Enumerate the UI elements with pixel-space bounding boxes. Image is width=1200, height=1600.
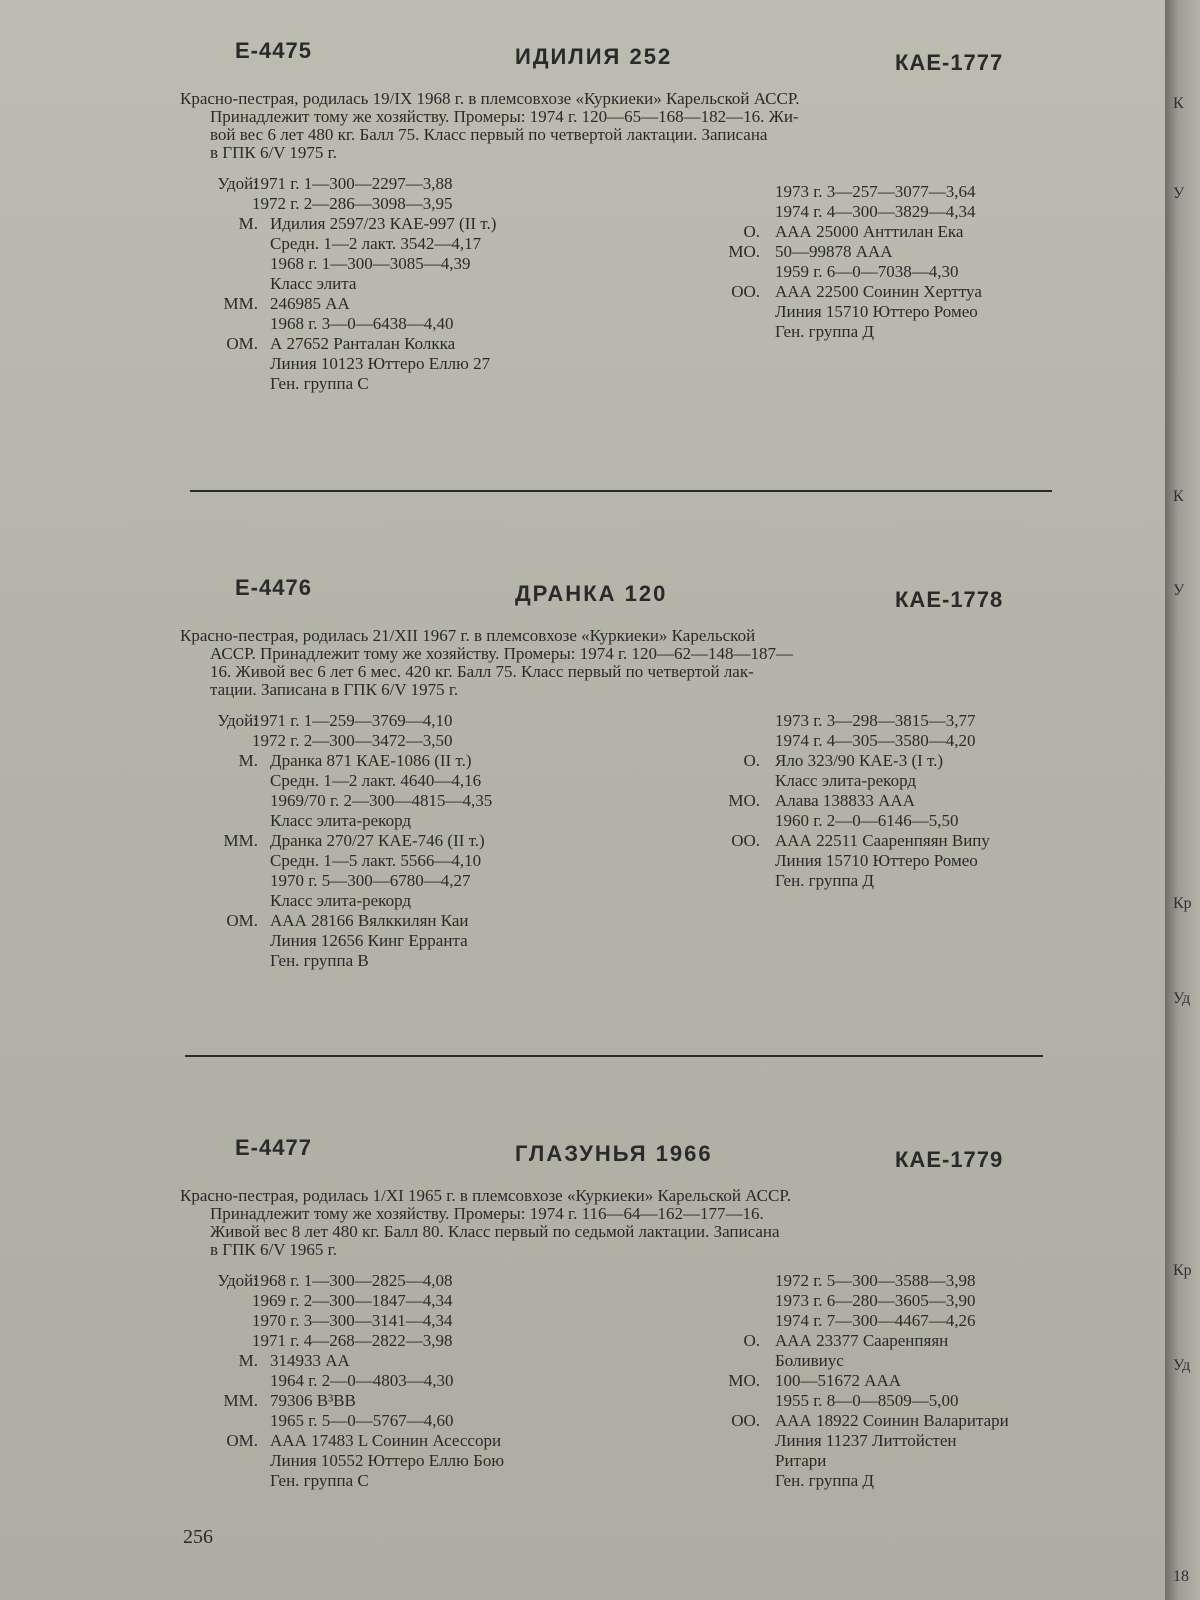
row-label: ОО.: [731, 831, 760, 850]
pedigree-row: [180, 1331, 660, 1351]
pedigree-row: [720, 282, 1120, 302]
description-line: в ГПК 6/V 1975 г.: [210, 143, 337, 162]
pedigree-row: [180, 314, 660, 334]
gutter-text: Кр: [1173, 895, 1192, 912]
row-text: 79306 В³ВВ: [270, 1391, 356, 1410]
cow-name: ГЛАЗУНЬЯ 1966: [515, 1141, 713, 1166]
row-text: 1969/70 г. 2—300—4815—4,35: [270, 791, 493, 810]
row-text: Линия 10552 Юттеро Еллю Бою: [270, 1451, 505, 1470]
pedigree-row: [720, 1431, 1120, 1451]
row-label: М.: [238, 1351, 258, 1370]
row-text: 1973 г. 3—257—3077—3,64: [775, 182, 976, 201]
row-text: 1959 г. 6—0—7038—4,30: [775, 262, 959, 281]
row-label: ОМ.: [226, 911, 258, 930]
left-column: [180, 1271, 660, 1491]
entry-description: [180, 1187, 1052, 1259]
pedigree-columns: [180, 711, 1060, 981]
entry-description: [180, 627, 1052, 699]
entry-header: [180, 1135, 1060, 1175]
gutter-text: 18: [1173, 1568, 1189, 1585]
row-label: Удой:: [217, 1271, 258, 1290]
entry-header: [180, 38, 1060, 78]
description-line: Принадлежит тому же хозяйству. Промеры: 1974 г. 120—65—168—182—16. Жи-: [210, 107, 799, 126]
pedigree-row: [180, 354, 660, 374]
pedigree-row: [180, 334, 660, 354]
description-line: Красно-пестрая, родилась 1/XI 1965 г. в племсовхозе «Куркиеки» Карельской АССР.: [180, 1186, 791, 1205]
gutter-text: У: [1173, 582, 1185, 599]
row-text: 1968 г. 1—300—2825—4,08: [252, 1271, 453, 1290]
row-label: М.: [238, 214, 258, 233]
description-line: тации. Записана в ГПК 6/V 1975 г.: [210, 680, 459, 699]
row-label: О.: [743, 1331, 760, 1350]
row-label: МО.: [728, 791, 760, 810]
row-label: МО.: [728, 1371, 760, 1390]
row-text: ААА 17483 L Соинин Асессори: [270, 1431, 502, 1450]
herd-code: КАЕ-1778: [895, 587, 1004, 612]
row-text: 1968 г. 3—0—6438—4,40: [270, 314, 454, 333]
row-text: 1960 г. 2—0—6146—5,50: [775, 811, 959, 830]
row-text: Идилия 2597/23 КАЕ-997 (II т.): [270, 214, 497, 233]
row-text: ААА 23377 Сааренпяян: [775, 1331, 949, 1350]
row-text: Средн. 1—2 лакт. 3542—4,17: [270, 234, 482, 253]
registration-number: Е-4476: [235, 575, 312, 600]
row-text: Класс элита-рекорд: [775, 771, 916, 790]
description-line: АССР. Принадлежит тому же хозяйству. Промеры: 1974 г. 120—62—148—187—: [210, 644, 794, 663]
pedigree-row: [180, 1351, 660, 1371]
pedigree-row: [180, 711, 660, 731]
pedigree-row: [180, 254, 660, 274]
pedigree-row: [720, 1351, 1120, 1371]
row-text: Ген. группа В: [270, 951, 369, 970]
gutter-text: К: [1173, 488, 1184, 505]
entry-e4476: [180, 575, 1060, 981]
row-text: 314933 АА: [270, 1351, 350, 1370]
row-text: Класс элита-рекорд: [270, 891, 411, 910]
row-label: ОО.: [731, 1411, 760, 1430]
left-column: [180, 174, 660, 394]
row-text: 1972 г. 2—300—3472—3,50: [252, 731, 453, 750]
row-text: 1972 г. 2—286—3098—3,95: [252, 194, 453, 213]
row-text: Линия 12656 Кинг Ерранта: [270, 931, 468, 950]
row-text: Дранка 871 КАЕ-1086 (II т.): [270, 751, 472, 770]
row-text: 1964 г. 2—0—4803—4,30: [270, 1371, 454, 1390]
row-label: МО.: [728, 242, 760, 261]
row-text: Ген. группа Д: [775, 1471, 875, 1490]
row-text: ААА 25000 Анттилан Ека: [775, 222, 964, 241]
pedigree-row: [720, 262, 1120, 282]
row-text: Дранка 270/27 КАЕ-746 (II т.): [270, 831, 485, 850]
pedigree-row: [720, 1371, 1120, 1391]
row-text: Средн. 1—5 лакт. 5566—4,10: [270, 851, 482, 870]
pedigree-row: [180, 851, 660, 871]
description-line: вой вес 6 лет 480 кг. Балл 75. Класс первый по четвертой лактации. Записана: [210, 125, 768, 144]
pedigree-row: [720, 322, 1120, 342]
pedigree-row: [720, 1291, 1120, 1311]
row-text: 246985 АА: [270, 294, 350, 313]
pedigree-row: [180, 274, 660, 294]
row-text: Ген. группа Д: [775, 322, 875, 341]
row-text: Боливиус: [775, 1351, 844, 1370]
right-column: [720, 182, 1120, 342]
row-text: Ген. группа С: [270, 1471, 369, 1490]
pedigree-row: [720, 811, 1120, 831]
pedigree-row: [720, 831, 1120, 851]
gutter-text: К: [1173, 95, 1184, 112]
pedigree-row: [720, 202, 1120, 222]
pedigree-row: [180, 1411, 660, 1431]
row-text: 1972 г. 5—300—3588—3,98: [775, 1271, 976, 1290]
row-label: ММ.: [223, 1391, 258, 1410]
row-text: 1970 г. 3—300—3141—4,34: [252, 1311, 453, 1330]
pedigree-row: [180, 731, 660, 751]
row-label: Удой:: [217, 174, 258, 193]
pedigree-row: [180, 1471, 660, 1491]
row-text: 50—99878 ААА: [775, 242, 893, 261]
row-text: Линия 15710 Юттеро Ромео: [775, 302, 978, 321]
pedigree-row: [720, 711, 1120, 731]
divider-line: [190, 490, 1052, 492]
row-label: ОМ.: [226, 1431, 258, 1450]
entry-description: [180, 90, 1052, 162]
row-text: Алава 138833 ААА: [775, 791, 915, 810]
row-text: ААА 22511 Сааренпяян Випу: [775, 831, 990, 850]
pedigree-row: [180, 891, 660, 911]
pedigree-row: [180, 1311, 660, 1331]
gutter-text: Кр: [1173, 1262, 1192, 1279]
row-text: Ген. группа Д: [775, 871, 875, 890]
pedigree-row: [180, 951, 660, 971]
description-line: Принадлежит тому же хозяйству. Промеры: 1974 г. 116—64—162—177—16.: [210, 1204, 764, 1223]
row-text: А 27652 Ранталан Колкка: [270, 334, 456, 353]
cow-name: ИДИЛИЯ 252: [515, 44, 673, 69]
row-label: ОМ.: [226, 334, 258, 353]
description-line: Красно-пестрая, родилась 21/XII 1967 г. в племсовхозе «Куркиеки» Карельской: [180, 626, 756, 645]
cow-name: ДРАНКА 120: [515, 581, 668, 606]
row-text: Ген. группа С: [270, 374, 369, 393]
row-text: 1955 г. 8—0—8509—5,00: [775, 1391, 959, 1410]
row-text: 1974 г. 7—300—4467—4,26: [775, 1311, 976, 1330]
adjacent-page-edge: [1165, 0, 1200, 1600]
pedigree-row: [720, 731, 1120, 751]
row-label: ММ.: [223, 831, 258, 850]
pedigree-row: [180, 174, 660, 194]
pedigree-row: [180, 831, 660, 851]
row-text: 1973 г. 3—298—3815—3,77: [775, 711, 976, 730]
pedigree-row: [720, 1411, 1120, 1431]
pedigree-row: [720, 242, 1120, 262]
pedigree-row: [720, 1391, 1120, 1411]
pedigree-row: [180, 811, 660, 831]
row-text: ААА 28166 Вялккилян Каи: [270, 911, 469, 930]
pedigree-row: [180, 1451, 660, 1471]
pedigree-row: [180, 931, 660, 951]
row-text: Линия 15710 Юттеро Ромео: [775, 851, 978, 870]
row-label: О.: [743, 222, 760, 241]
pedigree-row: [720, 222, 1120, 242]
pedigree-row: [720, 1471, 1120, 1491]
pedigree-row: [720, 1451, 1120, 1471]
pedigree-row: [720, 1271, 1120, 1291]
row-text: ААА 22500 Соинин Херттуа: [775, 282, 982, 301]
row-text: 1971 г. 1—300—2297—3,88: [252, 174, 453, 193]
description-line: в ГПК 6/V 1965 г.: [210, 1240, 337, 1259]
gutter-text: Уд: [1173, 1357, 1191, 1374]
row-text: 1971 г. 4—268—2822—3,98: [252, 1331, 453, 1350]
herd-code: КАЕ-1777: [895, 50, 1004, 75]
row-label: О.: [743, 751, 760, 770]
entry-e4475: [180, 38, 1060, 404]
page-number: 256: [183, 1526, 213, 1548]
entry-header: [180, 575, 1060, 615]
row-label: ММ.: [223, 294, 258, 313]
pedigree-row: [180, 871, 660, 891]
pedigree-row: [720, 751, 1120, 771]
pedigree-row: [180, 791, 660, 811]
row-label: ОО.: [731, 282, 760, 301]
herd-code: КАЕ-1779: [895, 1147, 1004, 1172]
row-text: 1968 г. 1—300—3085—4,39: [270, 254, 471, 273]
row-text: 1974 г. 4—305—3580—4,20: [775, 731, 976, 750]
registration-number: Е-4477: [235, 1135, 312, 1160]
row-text: Линия 11237 Литтойстен: [775, 1431, 957, 1450]
row-text: 100—51672 ААА: [775, 1371, 902, 1390]
pedigree-row: [180, 1431, 660, 1451]
row-label: Удой:: [217, 711, 258, 730]
gutter-text: У: [1173, 185, 1185, 202]
left-column: [180, 711, 660, 971]
row-text: Линия 10123 Юттеро Еллю 27: [270, 354, 491, 373]
row-label: М.: [238, 751, 258, 770]
pedigree-columns: [180, 174, 1060, 404]
row-text: 1965 г. 5—0—5767—4,60: [270, 1411, 454, 1430]
pedigree-row: [180, 1271, 660, 1291]
row-text: Класс элита-рекорд: [270, 811, 411, 830]
pedigree-row: [720, 771, 1120, 791]
row-text: 1974 г. 4—300—3829—4,34: [775, 202, 976, 221]
row-text: 1969 г. 2—300—1847—4,34: [252, 1291, 453, 1310]
row-text: 1971 г. 1—259—3769—4,10: [252, 711, 453, 730]
right-column: [720, 711, 1120, 891]
pedigree-row: [180, 751, 660, 771]
pedigree-row: [720, 1331, 1120, 1351]
pedigree-row: [720, 1311, 1120, 1331]
pedigree-row: [720, 851, 1120, 871]
pedigree-row: [720, 302, 1120, 322]
pedigree-columns: [180, 1271, 1060, 1511]
pedigree-row: [180, 294, 660, 314]
pedigree-row: [180, 214, 660, 234]
pedigree-row: [180, 1371, 660, 1391]
entry-e4477: [180, 1135, 1060, 1511]
pedigree-row: [720, 182, 1120, 202]
row-text: 1970 г. 5—300—6780—4,27: [270, 871, 471, 890]
description-line: 16. Живой вес 6 лет 6 мес. 420 кг. Балл 75. Класс первый по четвертой лак-: [210, 662, 754, 681]
row-text: Класс элита: [270, 274, 357, 293]
row-text: 1973 г. 6—280—3605—3,90: [775, 1291, 976, 1310]
pedigree-row: [180, 911, 660, 931]
divider-line: [185, 1055, 1043, 1057]
description-line: Красно-пестрая, родилась 19/IX 1968 г. в племсовхозе «Куркиеки» Карельской АССР.: [180, 89, 800, 108]
pedigree-row: [720, 871, 1120, 891]
pedigree-row: [180, 1291, 660, 1311]
pedigree-row: [180, 1391, 660, 1411]
pedigree-row: [180, 234, 660, 254]
row-text: Средн. 1—2 лакт. 4640—4,16: [270, 771, 482, 790]
pedigree-row: [180, 194, 660, 214]
registration-number: Е-4475: [235, 38, 312, 63]
row-text: Яло 323/90 КАЕ-3 (I т.): [775, 751, 944, 770]
description-line: Живой вес 8 лет 480 кг. Балл 80. Класс первый по седьмой лактации. Записана: [210, 1222, 780, 1241]
pedigree-row: [180, 374, 660, 394]
pedigree-row: [720, 791, 1120, 811]
row-text: Ритари: [775, 1451, 827, 1470]
pedigree-row: [180, 771, 660, 791]
right-column: [720, 1271, 1120, 1491]
gutter-text: Уд: [1173, 990, 1191, 1007]
row-text: ААА 18922 Соинин Валаритари: [775, 1411, 1009, 1430]
